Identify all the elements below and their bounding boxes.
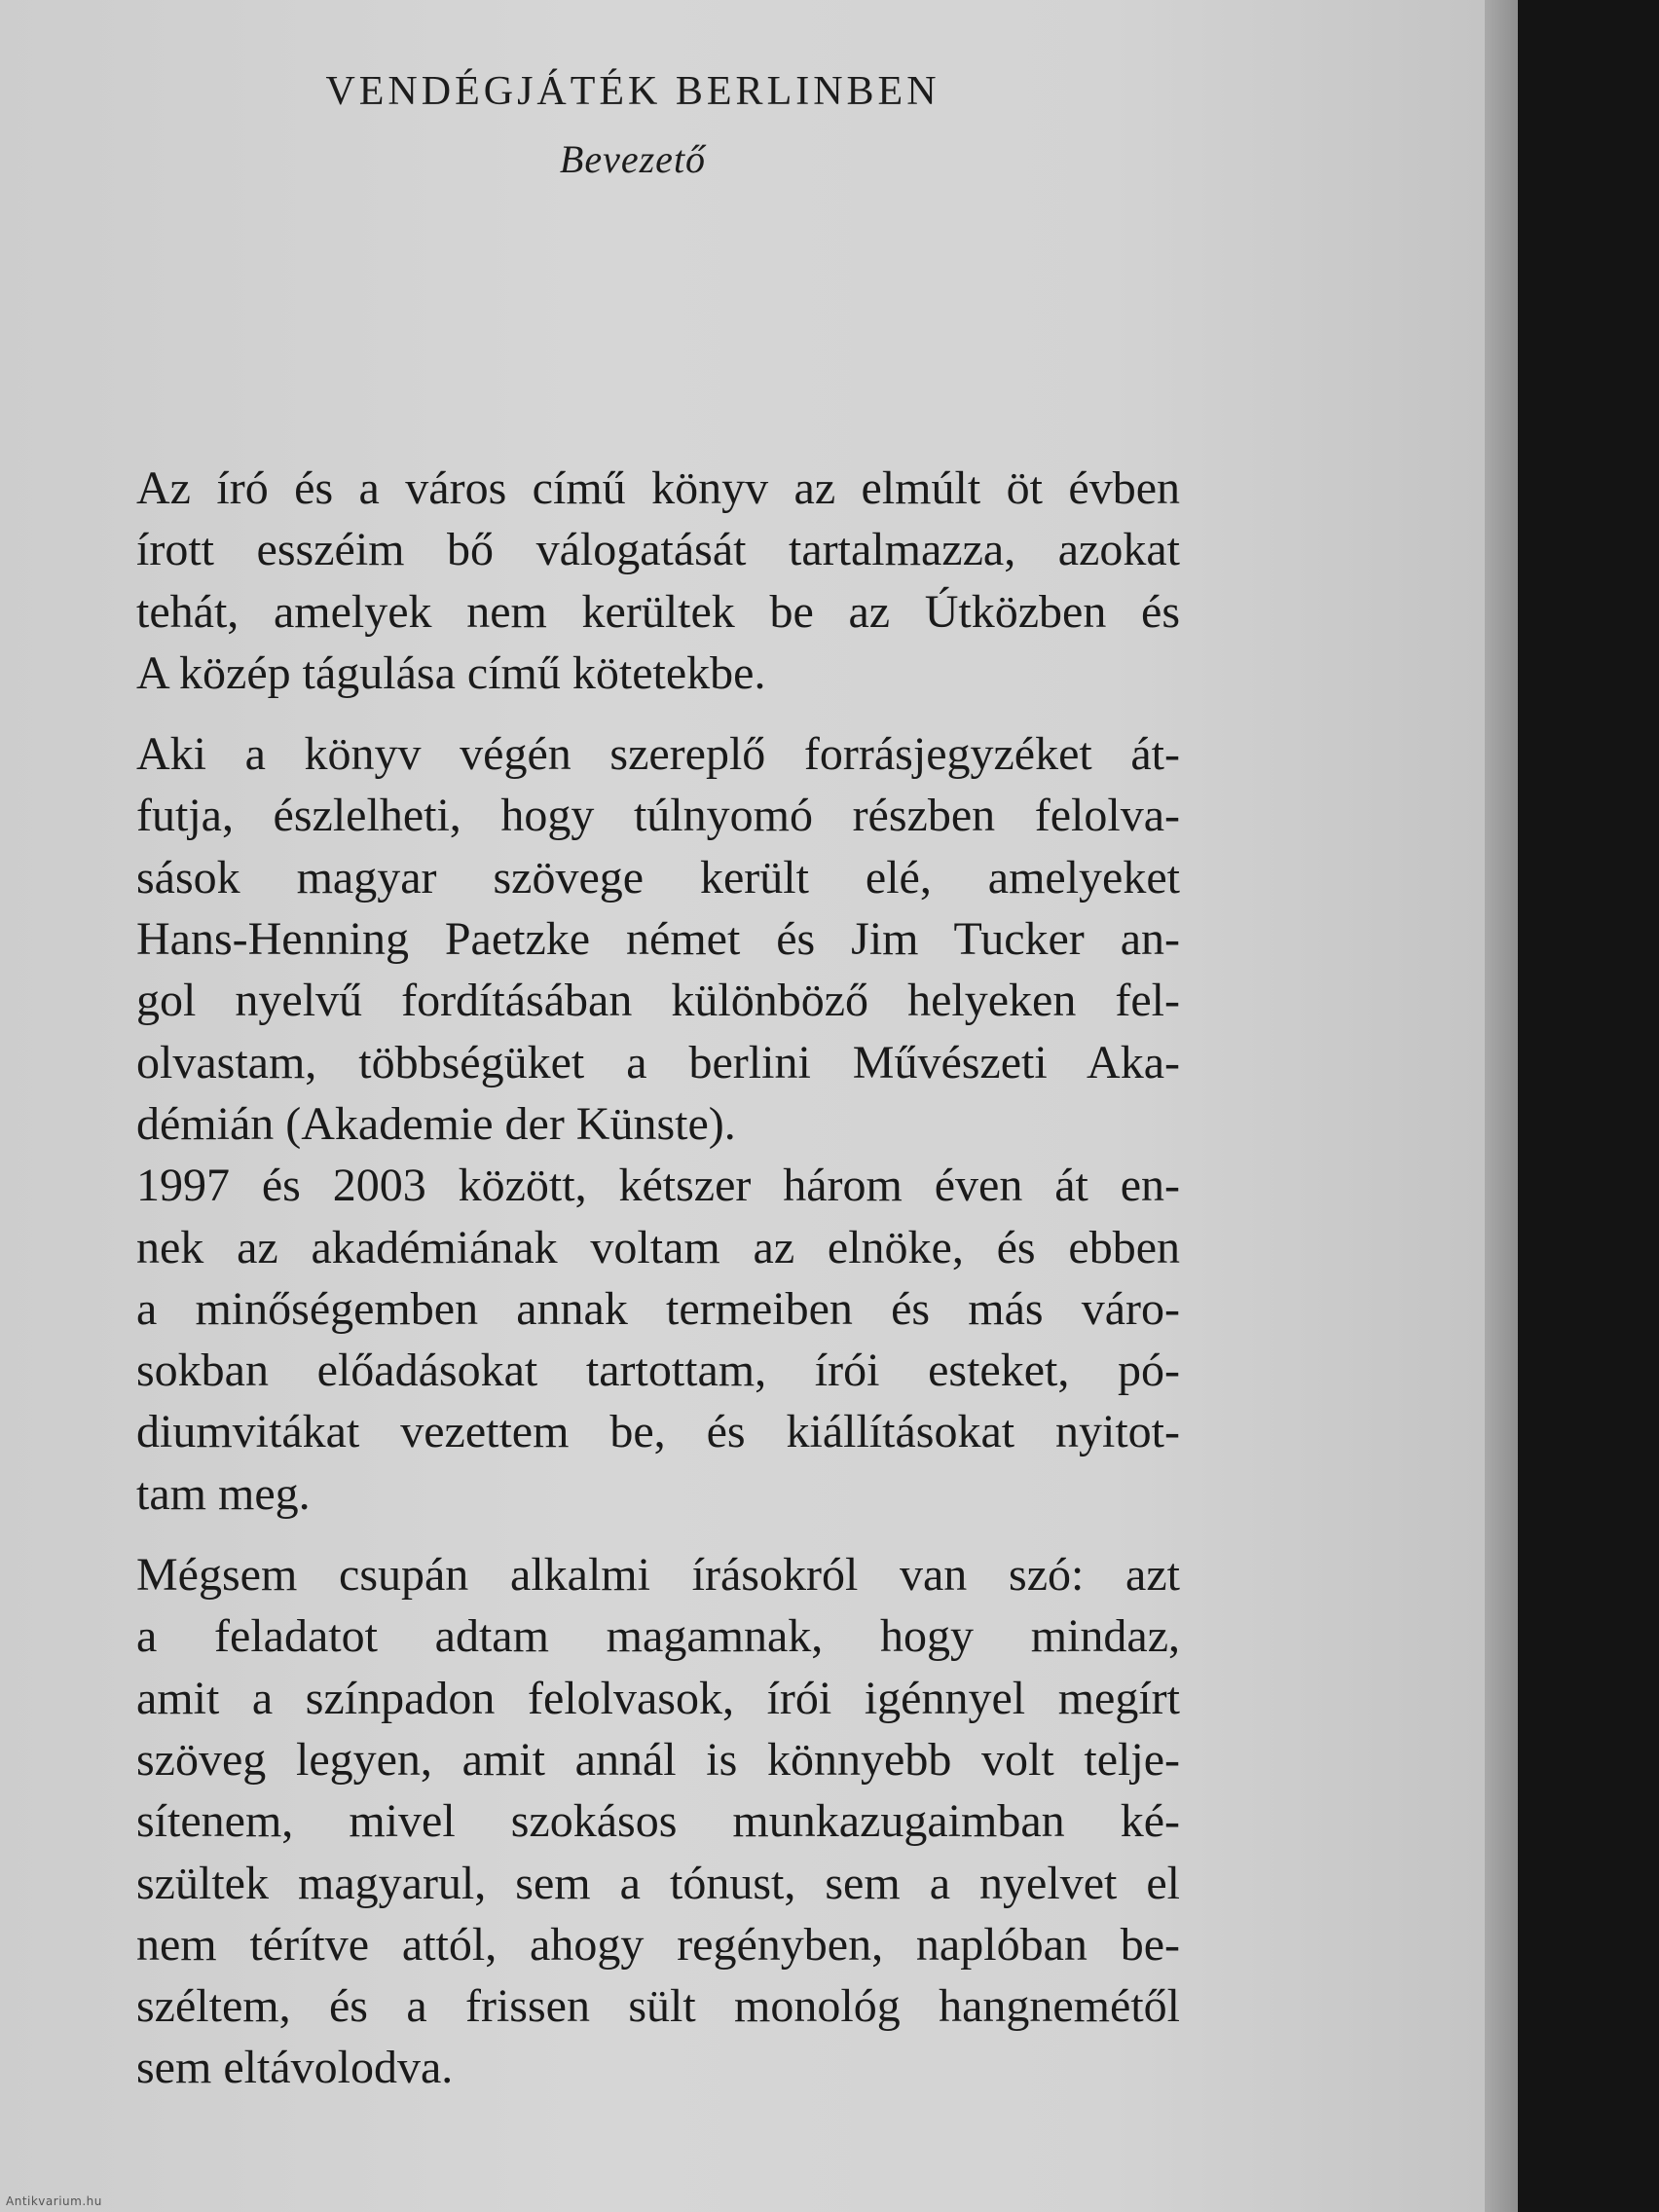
text-line: sem eltávolodva.	[136, 2042, 454, 2094]
text-line: írott esszéim bő válogatását tartalmazza, azokat	[136, 524, 1180, 576]
text-line: olvastam, többségüket a berlini Művészeti Aka-	[136, 1036, 1180, 1088]
text-line: tam meg.	[136, 1467, 311, 1520]
book-cover-edge	[1518, 0, 1659, 2212]
text-line: Aki a könyv végén szereplő forrásjegyzéket át-	[136, 728, 1180, 781]
text-line: nem térítve attól, ahogy regényben, naplóban be-	[136, 1918, 1180, 1971]
watermark: Antikvarium.hu	[6, 2194, 102, 2208]
text-line: gol nyelvű fordításában különböző helyeken fel-	[136, 975, 1180, 1027]
text-line: szültek magyarul, sem a tónust, sem a nyelvet el	[136, 1857, 1180, 1909]
body-text	[136, 458, 1180, 2099]
text-line: sások magyar szövege került elé, amelyeket	[136, 851, 1180, 903]
text-line: diumvitákat vezettem be, és kiállításokat nyitot-	[136, 1406, 1180, 1458]
text-line: Hans-Henning Paetzke német és Jim Tucker an-	[136, 913, 1180, 966]
text-line: nek az akadémiának voltam az elnöke, és ebben	[136, 1221, 1180, 1273]
text-line: 1997 és 2003 között, kétszer három éven át en-	[136, 1160, 1180, 1212]
page-edge	[1485, 0, 1518, 2212]
text-line: Mégsem csupán alkalmi írásokról van szó: azt	[136, 1549, 1180, 1602]
text-line: széltem, és a frissen sült monológ hangnemétől	[136, 1980, 1180, 2033]
text-line: amit a színpadon felolvasok, írói igénnyel megírt	[136, 1672, 1180, 1724]
text-line: a feladatot adtam magamnak, hogy mindaz,	[136, 1610, 1180, 1663]
text-line: tehát, amelyek nem kerültek be az Útközben és	[136, 585, 1180, 638]
text-line: démián (Akademie der Künste).	[136, 1097, 736, 1150]
text-line: futja, észlelheti, hogy túlnyomó részben felolva-	[136, 790, 1180, 842]
text-line: Az író és a város című könyv az elmúlt öt évben	[136, 462, 1180, 514]
text-line: szöveg legyen, amit annál is könnyebb volt telje-	[136, 1733, 1180, 1786]
running-title: VENDÉGJÁTÉK BERLINBEN	[325, 69, 940, 114]
text-line: sokban előadásokat tartottam, írói esteket, pó-	[136, 1345, 1180, 1397]
text-line: a minőségemben annak termeiben és más váro-	[136, 1282, 1180, 1335]
text-line: sítenem, mivel szokásos munkazugaimban ké-	[136, 1795, 1180, 1848]
running-subtitle: Bevezető	[559, 137, 707, 181]
text-line: A közép tágulása című kötetekbe.	[136, 646, 766, 699]
